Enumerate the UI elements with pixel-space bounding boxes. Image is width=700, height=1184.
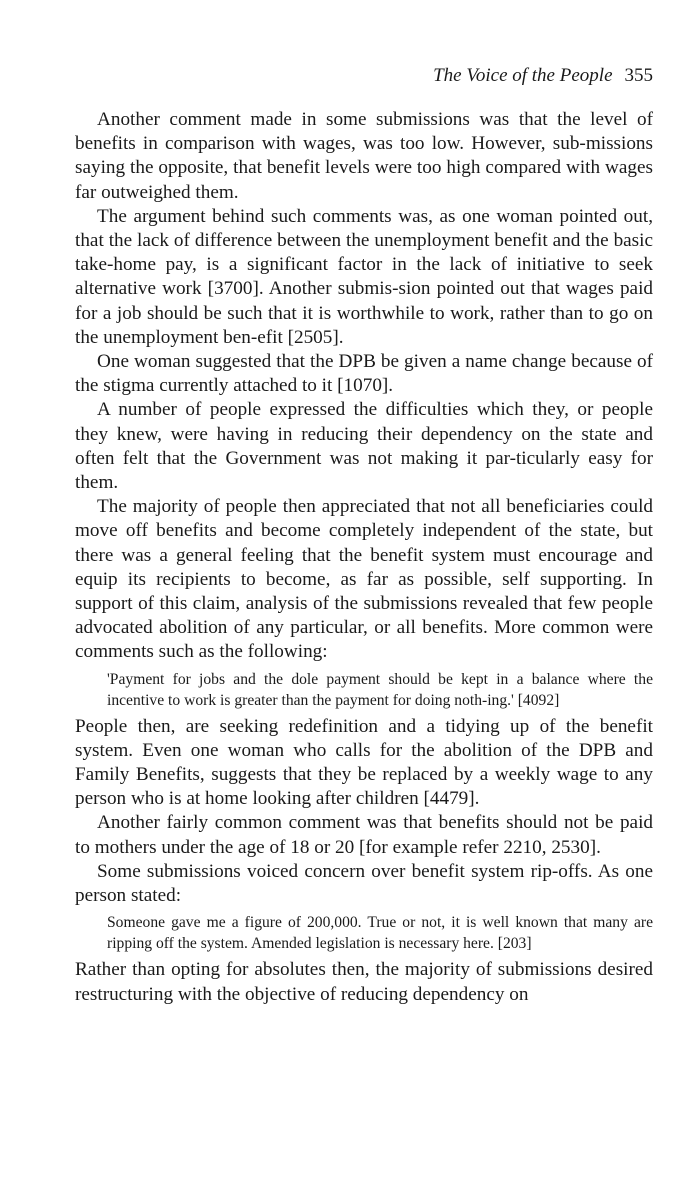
block-quote-2: Someone gave me a figure of 200,000. True or not, it is well known that many are ripping off the system. Amended legislation is necessary here. [203] bbox=[107, 914, 653, 953]
body-text bbox=[75, 108, 653, 1007]
paragraph-7: Another fairly common comment was that benefits should not be paid to mothers under the age of 18 or 20 [for example refer 2210, 2530]. bbox=[75, 812, 653, 858]
paragraph-1: Another comment made in some submissions was that the level of benefits in comparison with wages, was too low. However, sub-missions saying the opposite, that benefit levels were too high compared with wages far outweighed them. bbox=[75, 109, 653, 203]
paragraph-4: A number of people expressed the difficulties which they, or people they knew, were having in reducing their dependency on the state and often felt that the Government was not making it par-ticularly easy for them. bbox=[75, 399, 653, 494]
paragraph-9: Rather than opting for absolutes then, the majority of submissions desired restructuring with the objective of reducing dependency on bbox=[75, 959, 653, 1005]
block-quote-1: 'Payment for jobs and the dole payment should be kept in a balance where the incentive to work is greater than the payment for doing noth-ing.' [4092] bbox=[107, 670, 653, 709]
running-title: The Voice of the People bbox=[433, 65, 613, 86]
paragraph-8: Some submissions voiced concern over benefit system rip-offs. As one person stated: bbox=[75, 860, 653, 907]
running-head bbox=[0, 64, 653, 88]
paragraph-6: People then, are seeking redefinition and a tidying up of the benefit system. Even one woman who calls for the abolition of the DPB and Family Benefits, suggests that they be replaced by a weekly wage to any person who is at home looking after children [4479]. bbox=[75, 715, 653, 810]
paragraph-3: One woman suggested that the DPB be given a name change because of the stigma currently attached to it [1070]. bbox=[75, 351, 653, 397]
paragraph-2: The argument behind such comments was, as one woman pointed out, that the lack of difference between the unemployment benefit and the basic take-home pay, is a significant factor in the lack of initiative to seek alternative work [3700]. Another submis-sion pointed out that wages paid for a job should be such that it is worthwhile to work, rather than to go on the unemployment ben-efit [2505]. bbox=[75, 205, 653, 348]
paragraph-5: The majority of people then appreciated that not all beneficiaries could move off benefits and become completely independent of the state, but there was a general feeling that the benefit system must encourage and equip its recipients to become, as far as possible, self supporting. In support of this claim, analysis of the submissions revealed that few people advocated abolition of any particular, or all benefits. More common were comments such as the following: bbox=[75, 496, 653, 663]
page-number: 355 bbox=[624, 65, 653, 86]
